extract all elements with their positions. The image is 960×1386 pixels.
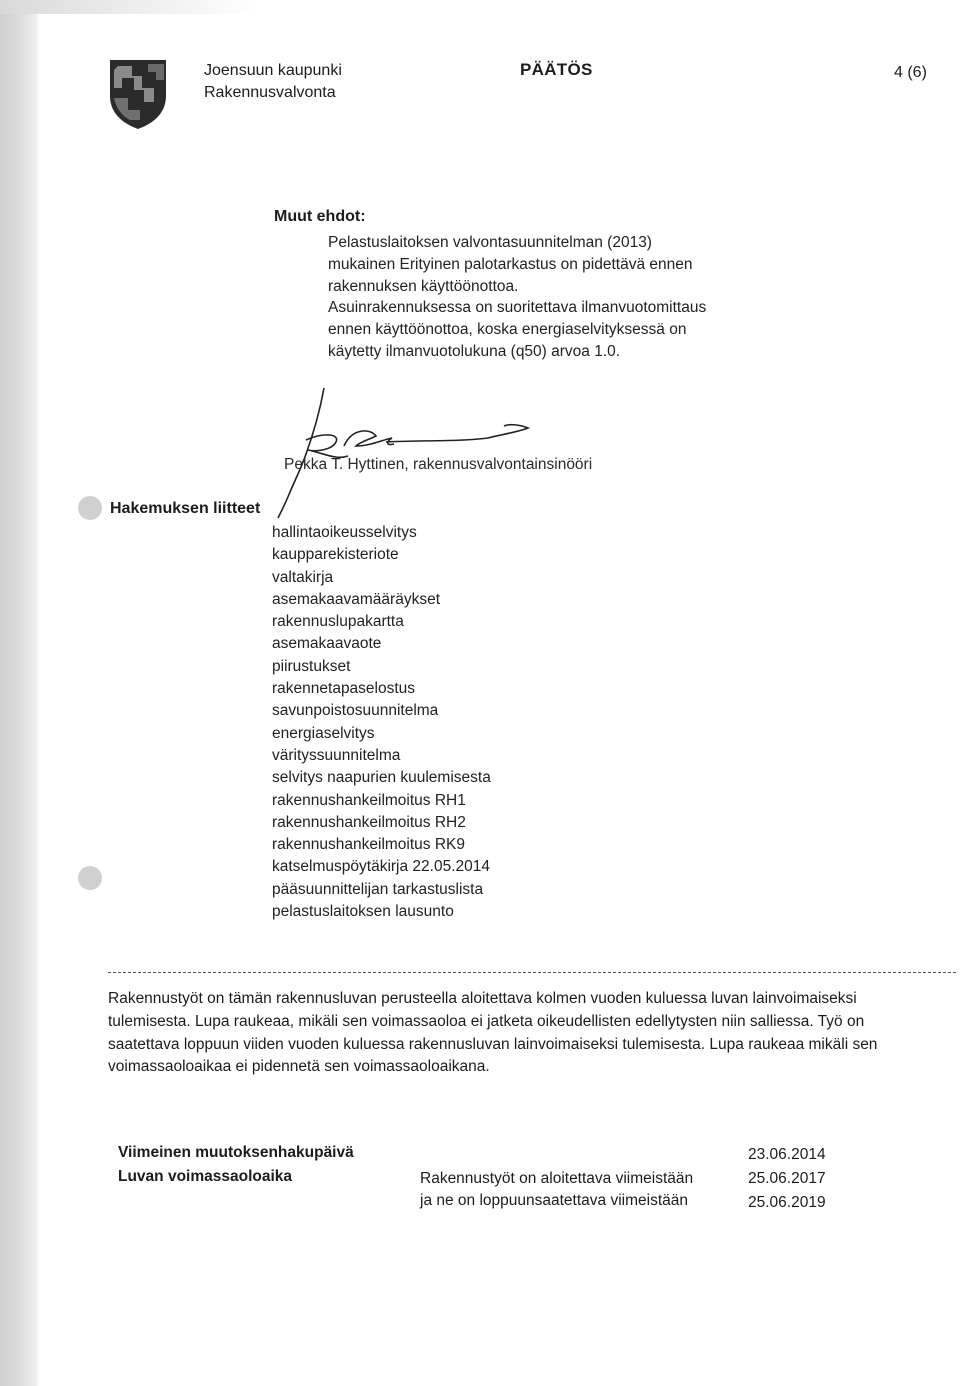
attachment-item: hallintaoikeusselvitys — [272, 524, 417, 541]
note-line: saatettava loppuun viiden vuoden kuluessa rakennusluvan lainvoimaiseksi tulemisesta. Lupa raukeaa mikäli sen — [108, 1035, 878, 1053]
other-conditions-title: Muut ehdot: — [274, 208, 366, 225]
finish-deadline-date: 25.06.2019 — [748, 1194, 826, 1211]
attachments-title: Hakemuksen liitteet — [110, 500, 261, 517]
note-line: tulemisesta. Lupa raukeaa, mikäli sen voimassaoloa ei jatketa oikeudellisten edellytysten niin salliessa. Työ on — [108, 1012, 865, 1030]
note-line: Rakennustyöt on tämän rakennusluvan perusteella aloitettava kolmen vuoden kuluessa luvan lainvoimaiseksi — [108, 990, 857, 1007]
note-line: voimassaoloaikaa ei pidennetä sen voimassaoloaikana. — [108, 1058, 490, 1076]
attachment-item: pelastuslaitoksen lausunto — [272, 903, 454, 921]
last-appeal-date-label: Viimeinen muutoksenhakupäivä — [118, 1144, 354, 1161]
attachment-item: värityssuunnitelma — [272, 746, 401, 764]
validity-period-label: Luvan voimassaoloaika — [118, 1168, 293, 1185]
finish-deadline-label: ja ne on loppuunsaatettava viimeistään — [420, 1192, 688, 1209]
document-type: PÄÄTÖS — [520, 60, 593, 79]
scan-shadow-top — [0, 0, 260, 14]
condition-line: mukainen Erityinen palotarkastus on pidettävä ennen — [328, 255, 693, 273]
start-deadline-date: 25.06.2017 — [748, 1170, 826, 1187]
attachment-item: piirustukset — [272, 657, 351, 675]
attachment-item: savunpoistosuunnitelma — [272, 702, 439, 720]
condition-line: käytetty ilmanvuotolukuna (q50) arvoa 1.0. — [328, 342, 621, 360]
organization-name: Joensuun kaupunki — [204, 62, 342, 79]
condition-line: ennen käyttöönottoa, koska energiaselvityksessä on — [328, 321, 687, 339]
validity-note — [108, 988, 938, 1079]
attachment-item: rakennuslupakartta — [272, 613, 404, 631]
condition-line: Asuinrakennuksessa on suoritettava ilmanvuotomittaus — [328, 299, 707, 317]
attachment-item: valtakirja — [272, 568, 334, 586]
department-name: Rakennusvalvonta — [204, 84, 336, 101]
attachment-item: selvitys naapurien kuulemisesta — [272, 769, 491, 787]
page-number: 4 (6) — [894, 64, 927, 81]
attachment-item: energiaselvitys — [272, 724, 375, 742]
coat-of-arms-icon — [108, 58, 168, 130]
condition-line: Pelastuslaitoksen valvontasuunnitelman (2013) — [328, 234, 652, 251]
attachments-list — [272, 522, 491, 923]
handwritten-signature — [236, 380, 536, 520]
signer-name: Pekka T. Hyttinen, rakennusvalvontainsinööri — [284, 456, 593, 473]
attachment-item: rakennushankeilmoitus RH2 — [272, 813, 466, 831]
city-logo — [108, 58, 168, 130]
attachment-item: rakennushankeilmoitus RH1 — [272, 791, 466, 809]
attachment-item: kaupparekisteriote — [272, 546, 399, 564]
section-divider — [108, 972, 956, 973]
condition-line: rakennuksen käyttöönottoa. — [328, 277, 519, 295]
last-appeal-date: 23.06.2014 — [748, 1146, 826, 1163]
scan-shadow-edge — [0, 0, 40, 1386]
other-conditions-text — [328, 232, 788, 363]
attachment-item: rakennetapaselostus — [272, 680, 416, 698]
attachment-item: rakennushankeilmoitus RK9 — [272, 836, 465, 854]
punch-hole — [78, 866, 102, 890]
attachment-item: asemakaavaote — [272, 635, 382, 653]
start-deadline-label: Rakennustyöt on aloitettava viimeistään — [420, 1170, 694, 1187]
punch-hole — [78, 496, 102, 520]
attachment-item: pääsuunnittelijan tarkastuslista — [272, 880, 484, 898]
attachment-item: asemakaavamääräykset — [272, 590, 440, 608]
attachment-item: katselmuspöytäkirja 22.05.2014 — [272, 858, 490, 876]
